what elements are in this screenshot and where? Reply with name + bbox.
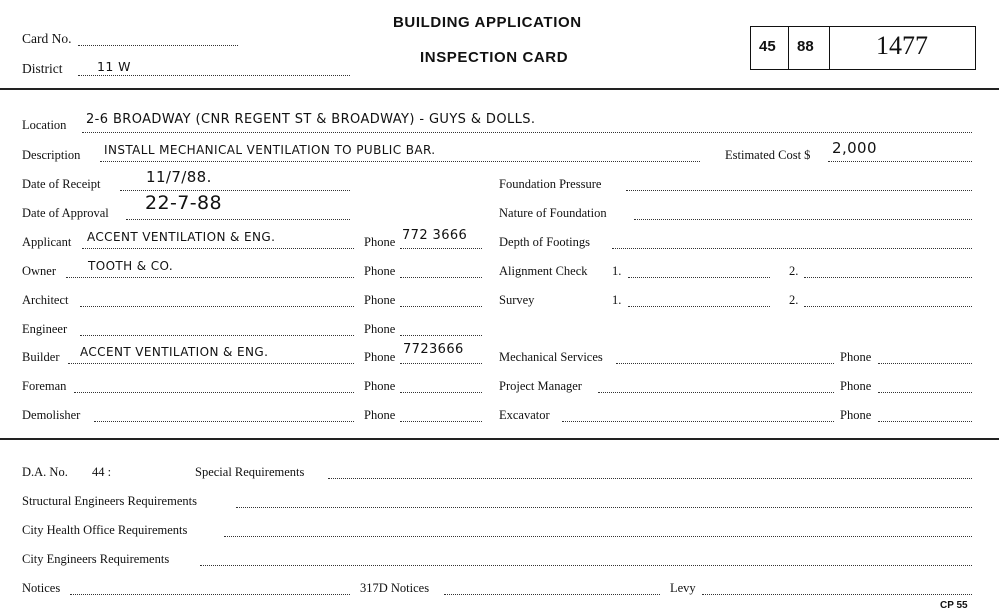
da-no-label: D.A. No.	[22, 465, 68, 479]
title-line-2: INSPECTION CARD	[420, 49, 569, 66]
owner-phone-field[interactable]	[400, 277, 482, 278]
foreman-phone-label: Phone	[364, 379, 396, 393]
applicant-value: ACCENT VENTILATION & ENG.	[87, 230, 276, 244]
project-manager-phone-label: Phone	[840, 379, 872, 393]
foreman-label: Foreman	[22, 379, 67, 393]
date-of-receipt-field[interactable]	[120, 190, 350, 191]
alignment-check-label: Alignment Check	[499, 264, 588, 278]
structural-engineers-label: Structural Engineers Requirements	[22, 494, 197, 508]
survey-1-label: 1.	[612, 293, 622, 307]
foundation-pressure-label: Foundation Pressure	[499, 177, 602, 191]
survey-2-field[interactable]	[804, 306, 972, 307]
survey-label: Survey	[499, 293, 535, 307]
description-value: INSTALL MECHANICAL VENTILATION TO PUBLIC BAR.	[104, 143, 436, 157]
engineer-phone-label: Phone	[364, 322, 396, 336]
excavator-phone-label: Phone	[840, 408, 872, 422]
notices-field[interactable]	[70, 594, 350, 595]
nature-of-foundation-field[interactable]	[634, 219, 972, 220]
date-of-receipt-label: Date of Receipt	[22, 177, 101, 191]
box-88-text: 88	[797, 38, 814, 55]
survey-1-field[interactable]	[628, 306, 770, 307]
applicant-phone-field[interactable]	[400, 248, 482, 249]
builder-label: Builder	[22, 350, 60, 364]
owner-label: Owner	[22, 264, 57, 278]
builder-field[interactable]	[68, 363, 354, 364]
special-requirements-field[interactable]	[328, 478, 972, 479]
owner-phone-label: Phone	[364, 264, 396, 278]
special-requirements-label: Special Requirements	[195, 465, 305, 479]
da-no-value: 44 :	[92, 465, 112, 479]
owner-field[interactable]	[66, 277, 354, 278]
mechanical-services-label: Mechanical Services	[499, 350, 603, 364]
date-of-approval-field[interactable]	[126, 219, 350, 220]
owner-value: TOOTH & CO.	[88, 259, 174, 273]
location-field[interactable]	[82, 132, 972, 133]
levy-label: Levy	[670, 581, 696, 595]
structural-engineers-field[interactable]	[236, 507, 972, 508]
architect-phone-label: Phone	[364, 293, 396, 307]
project-manager-field[interactable]	[598, 392, 834, 393]
description-label: Description	[22, 148, 81, 162]
builder-phone-value: 7723666	[403, 342, 464, 357]
card-no-label: Card No.	[22, 31, 72, 46]
alignment-check-1-label: 1.	[612, 264, 622, 278]
engineer-phone-field[interactable]	[400, 335, 482, 336]
notices-317d-label: 317D Notices	[360, 581, 430, 595]
district-label: District	[22, 61, 63, 76]
excavator-field[interactable]	[562, 421, 834, 422]
demolisher-phone-field[interactable]	[400, 421, 482, 422]
estimated-cost-value: 2,000	[832, 139, 877, 157]
excavator-label: Excavator	[499, 408, 550, 422]
city-engineers-label: City Engineers Requirements	[22, 552, 170, 566]
middle-divider	[0, 438, 999, 440]
mechanical-services-field[interactable]	[616, 363, 834, 364]
form-code: CP 55	[940, 600, 968, 611]
mechanical-services-phone-label: Phone	[840, 350, 872, 364]
architect-field[interactable]	[80, 306, 354, 307]
description-field[interactable]	[100, 161, 700, 162]
nature-of-foundation-label: Nature of Foundation	[499, 206, 607, 220]
levy-field[interactable]	[702, 594, 972, 595]
builder-phone-field[interactable]	[400, 363, 482, 364]
applicant-field[interactable]	[82, 248, 354, 249]
foreman-field[interactable]	[74, 392, 354, 393]
district-field[interactable]	[78, 75, 350, 76]
foundation-pressure-field[interactable]	[626, 190, 972, 191]
demolisher-label: Demolisher	[22, 408, 81, 422]
applicant-label: Applicant	[22, 235, 72, 249]
applicant-phone-value: 772 3666	[402, 228, 468, 243]
city-health-field[interactable]	[224, 536, 972, 537]
project-manager-label: Project Manager	[499, 379, 582, 393]
city-engineers-field[interactable]	[200, 565, 972, 566]
architect-label: Architect	[22, 293, 69, 307]
date-of-approval-value: 22-7-88	[145, 192, 222, 214]
project-manager-phone-field[interactable]	[878, 392, 972, 393]
applicant-phone-label: Phone	[364, 235, 396, 249]
depth-of-footings-label: Depth of Footings	[499, 235, 590, 249]
date-of-approval-label: Date of Approval	[22, 206, 109, 220]
depth-of-footings-field[interactable]	[612, 248, 972, 249]
demolisher-phone-label: Phone	[364, 408, 396, 422]
alignment-check-1-field[interactable]	[628, 277, 770, 278]
location-value: 2-6 BROADWAY (CNR REGENT ST & BROADWAY) - GUYS & DOLLS.	[86, 112, 536, 127]
alignment-check-2-field[interactable]	[804, 277, 972, 278]
notices-label: Notices	[22, 581, 61, 595]
estimated-cost-field[interactable]	[828, 161, 972, 162]
box-45-text: 45	[759, 38, 776, 55]
foreman-phone-field[interactable]	[400, 392, 482, 393]
excavator-phone-field[interactable]	[878, 421, 972, 422]
mechanical-services-phone-field[interactable]	[878, 363, 972, 364]
district-value: 11 W	[97, 59, 131, 74]
engineer-label: Engineer	[22, 322, 68, 336]
demolisher-field[interactable]	[94, 421, 354, 422]
builder-value: ACCENT VENTILATION & ENG.	[80, 345, 269, 359]
top-divider	[0, 88, 999, 90]
title-line-1: BUILDING APPLICATION	[393, 14, 582, 31]
survey-2-label: 2.	[789, 293, 799, 307]
builder-phone-label: Phone	[364, 350, 396, 364]
engineer-field[interactable]	[80, 335, 354, 336]
location-label: Location	[22, 118, 67, 132]
notices-317d-field[interactable]	[444, 594, 660, 595]
alignment-check-2-label: 2.	[789, 264, 799, 278]
estimated-cost-label: Estimated Cost $	[725, 148, 811, 162]
card-number: 1477	[876, 31, 928, 60]
card-no-field[interactable]	[78, 45, 238, 46]
date-of-receipt-value: 11/7/88.	[146, 168, 212, 186]
architect-phone-field[interactable]	[400, 306, 482, 307]
city-health-label: City Health Office Requirements	[22, 523, 188, 537]
